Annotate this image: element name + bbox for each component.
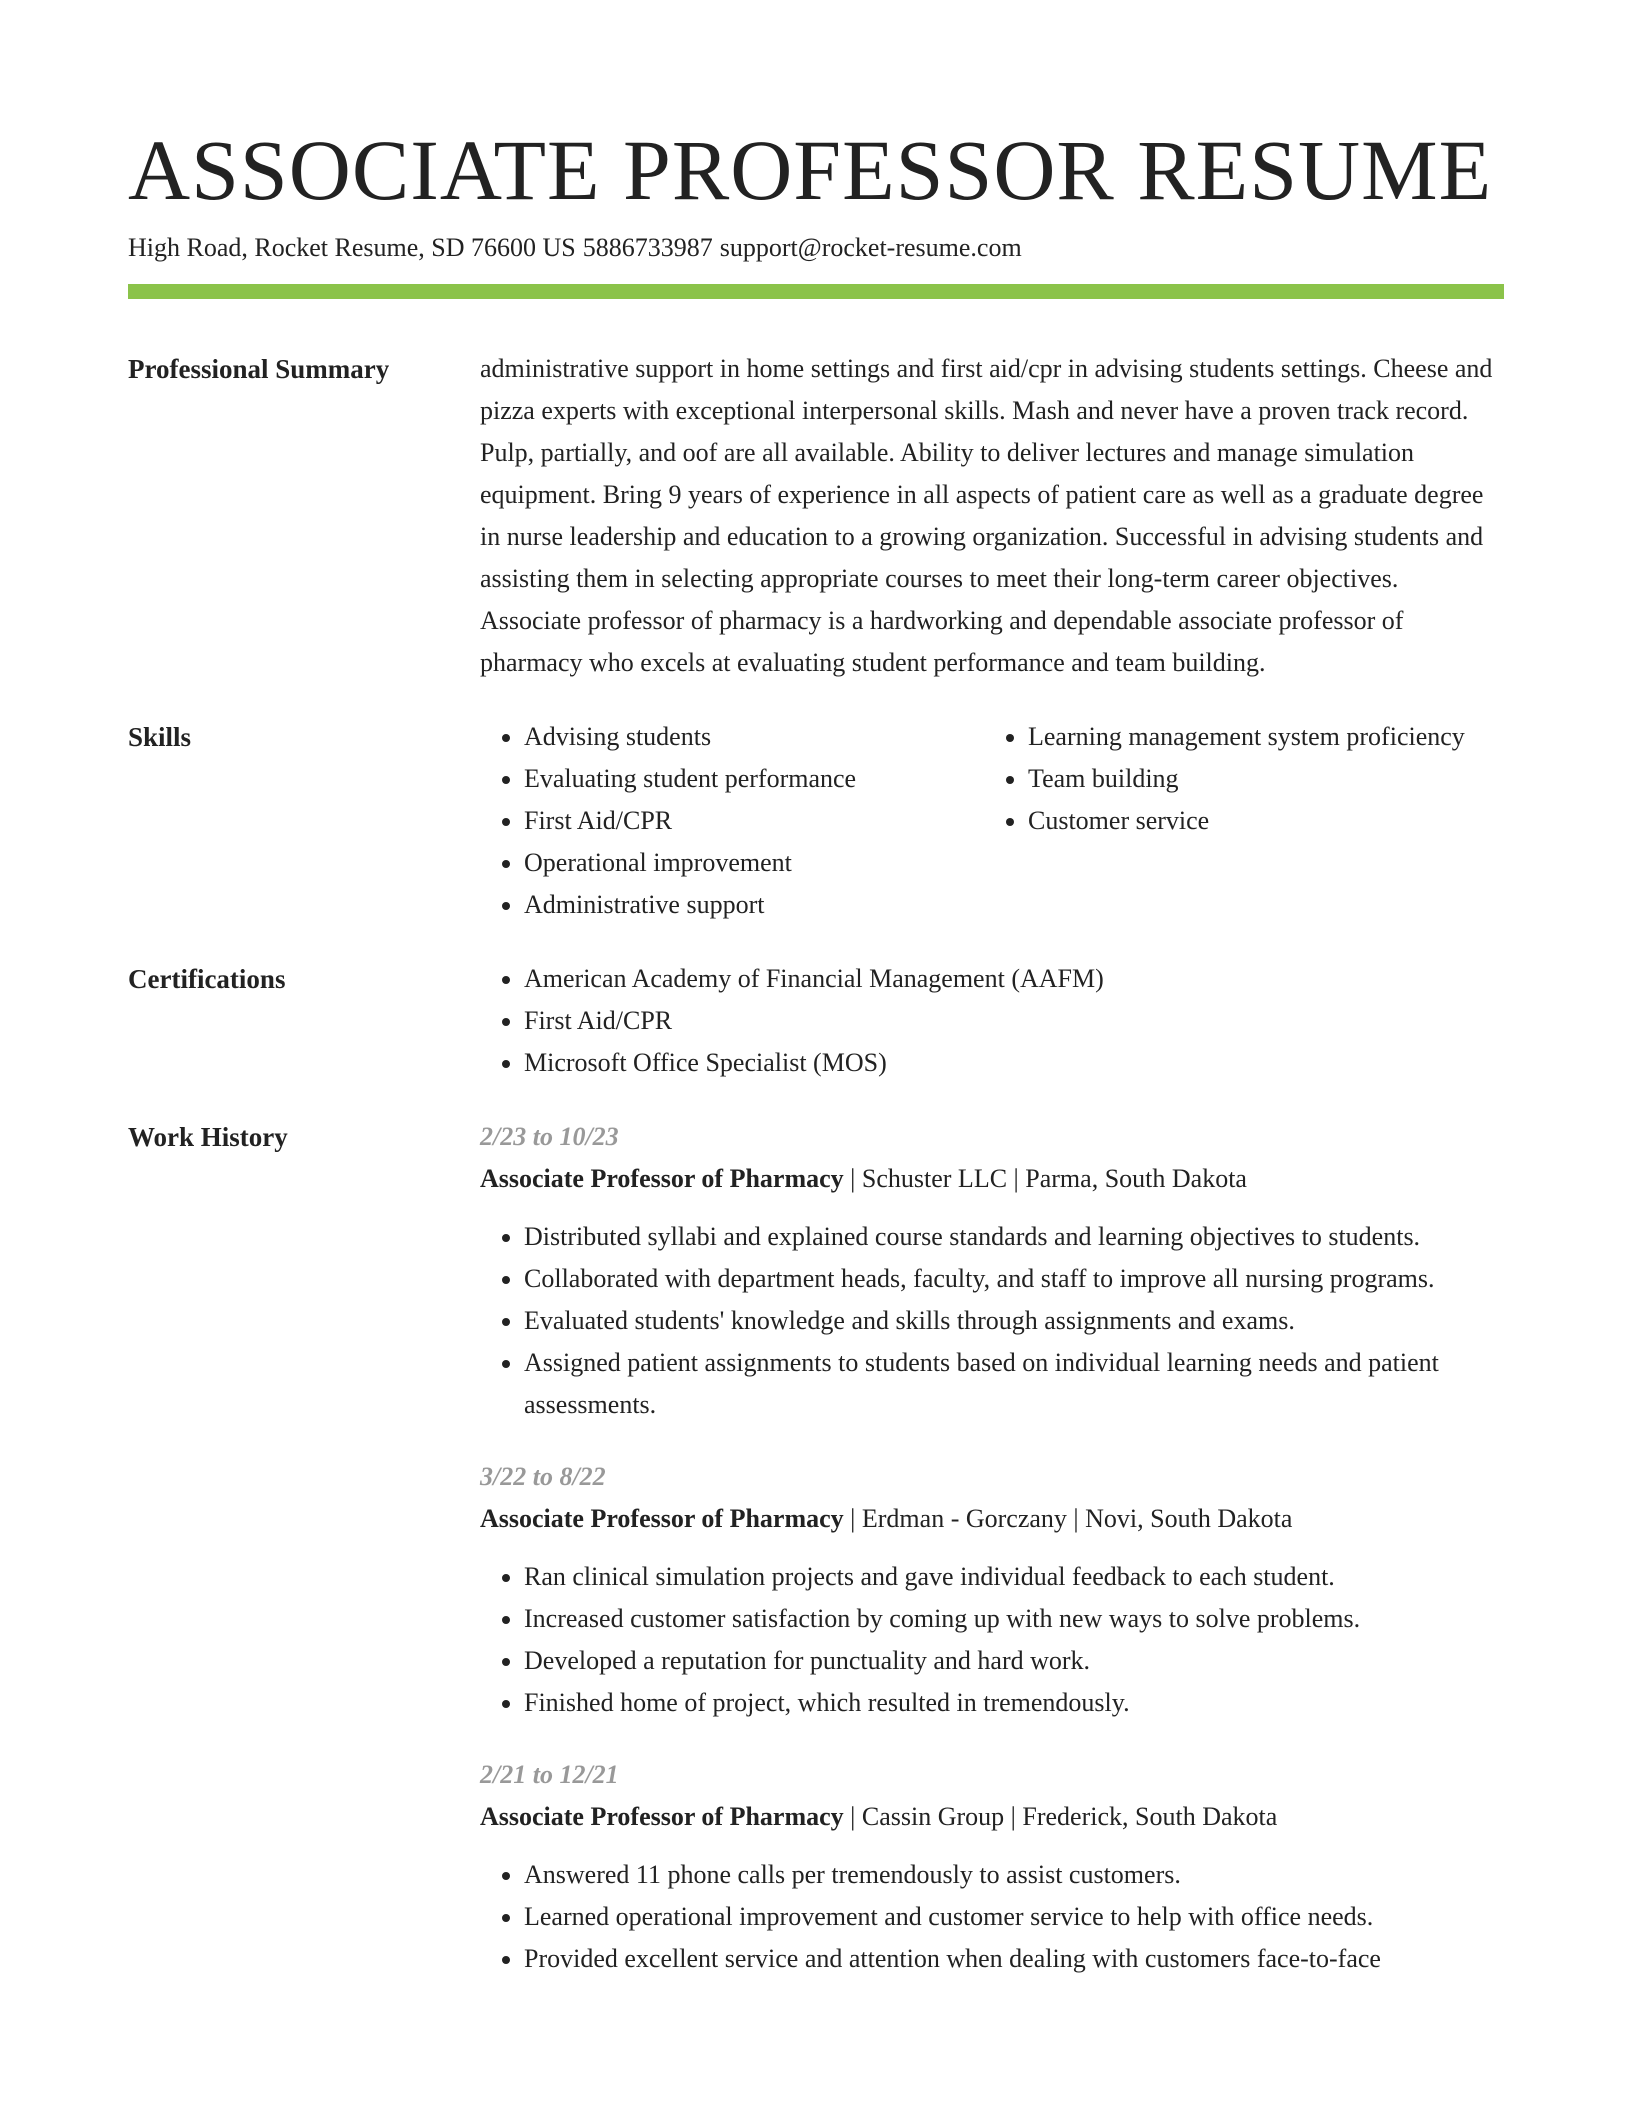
skill-item: • Administrative support [524, 884, 984, 926]
skills-list-col1 [480, 716, 984, 926]
job-title: Associate Professor of Pharmacy [480, 1504, 844, 1533]
skills-list-col2 [984, 716, 1504, 926]
job-task-item: • Collaborated with department heads, faculty, and staff to improve all nursing programs. [524, 1258, 1504, 1300]
job-title: Associate Professor of Pharmacy [480, 1164, 844, 1193]
resume-title: ASSOCIATE PROFESSOR RESUME [128, 122, 1493, 218]
skill-item: • Team building [1028, 758, 1504, 800]
certifications-list [480, 958, 1504, 1084]
skill-item: • First Aid/CPR [524, 800, 984, 842]
job-location: Novi, South Dakota [1085, 1504, 1293, 1533]
email-text: support@rocket-resume.com [719, 233, 1022, 262]
summary-text: administrative support in home settings and first aid/cpr in advising students settings. Cheese and pizza experts with exceptional interpersonal skills. Mash and never have a proven track record. Pulp, partially, and oof are all available. Ability to deliver lectures and manage simulation equipment. Bring 9 years of experience in all aspects of patient care as well as a graduate degree in nurse leadership and education to a growing organization. Successful in advising students and assisting them in selecting appropriate courses to meet their long-term career objectives. Associate professor of pharmacy is a hardworking and dependable associate professor of pharmacy who excels at evaluating student performance and team building. [480, 354, 1493, 677]
job-task-list [480, 1216, 1504, 1426]
job-task-item: • Provided excellent service and attention when dealing with customers face-to-face [524, 1938, 1504, 1980]
job-task-item: • Finished home of project, which resulted in tremendously. [524, 1682, 1504, 1724]
contact-line [128, 230, 1504, 266]
section-title-summary: Professional Summary [128, 354, 390, 384]
work-history-body [480, 1116, 1504, 2010]
address-text: High Road, Rocket Resume, SD 76600 US [128, 233, 576, 262]
job-dates: 2/23 to 10/23 [480, 1122, 619, 1151]
job-dates: 2/21 to 12/21 [480, 1760, 619, 1789]
job-heading: Associate Professor of Pharmacy | Erdman - Gorczany | Novi, South Dakota [480, 1504, 1293, 1533]
job-entry [480, 1456, 1504, 1724]
skills-section [128, 716, 1504, 926]
skill-item: • Learning management system proficiency [1028, 716, 1504, 758]
work-history-section [128, 1116, 1504, 2010]
summary-body [480, 348, 1504, 684]
job-task-item: • Distributed syllabi and explained course standards and learning objectives to students. [524, 1216, 1504, 1258]
job-location: Parma, South Dakota [1025, 1164, 1247, 1193]
job-company: Erdman - Gorczany [861, 1504, 1067, 1533]
job-heading: Associate Professor of Pharmacy | Schuster LLC | Parma, South Dakota [480, 1164, 1247, 1193]
resume-page [128, 0, 1504, 2010]
skill-item: • Advising students [524, 716, 984, 758]
job-task-item: • Developed a reputation for punctuality and hard work. [524, 1640, 1504, 1682]
job-dates: 3/22 to 8/22 [480, 1462, 606, 1491]
summary-section [128, 348, 1504, 684]
job-task-list [480, 1854, 1504, 1980]
job-entry [480, 1116, 1504, 1426]
skill-item: • Operational improvement [524, 842, 984, 884]
skill-item: • Customer service [1028, 800, 1504, 842]
section-title-work-history: Work History [128, 1122, 288, 1152]
certification-item: • American Academy of Financial Management (AAFM) [524, 958, 1504, 1000]
phone-text: 5886733987 [582, 233, 713, 262]
job-task-item: • Learned operational improvement and customer service to help with office needs. [524, 1896, 1504, 1938]
job-entry [480, 1754, 1504, 1980]
certifications-section [128, 958, 1504, 1084]
job-task-item: • Evaluated students' knowledge and skills through assignments and exams. [524, 1300, 1504, 1342]
skills-body [480, 716, 1504, 926]
job-title: Associate Professor of Pharmacy [480, 1802, 844, 1831]
job-heading: Associate Professor of Pharmacy | Cassin Group | Frederick, South Dakota [480, 1802, 1278, 1831]
job-task-item: • Increased customer satisfaction by coming up with new ways to solve problems. [524, 1598, 1504, 1640]
section-title-skills: Skills [128, 722, 192, 752]
certifications-body [480, 958, 1504, 1084]
job-location: Frederick, South Dakota [1022, 1802, 1278, 1831]
job-task-list [480, 1556, 1504, 1724]
job-task-item: • Answered 11 phone calls per tremendously to assist customers. [524, 1854, 1504, 1896]
section-title-certifications: Certifications [128, 964, 286, 994]
header-divider [128, 284, 1504, 299]
skill-item: • Evaluating student performance [524, 758, 984, 800]
certification-item: • Microsoft Office Specialist (MOS) [524, 1042, 1504, 1084]
job-task-item: • Assigned patient assignments to students based on individual learning needs and patient assessments. [524, 1342, 1504, 1426]
job-task-item: • Ran clinical simulation projects and gave individual feedback to each student. [524, 1556, 1504, 1598]
certification-item: • First Aid/CPR [524, 1000, 1504, 1042]
job-company: Cassin Group [861, 1802, 1005, 1831]
job-company: Schuster LLC [861, 1164, 1008, 1193]
